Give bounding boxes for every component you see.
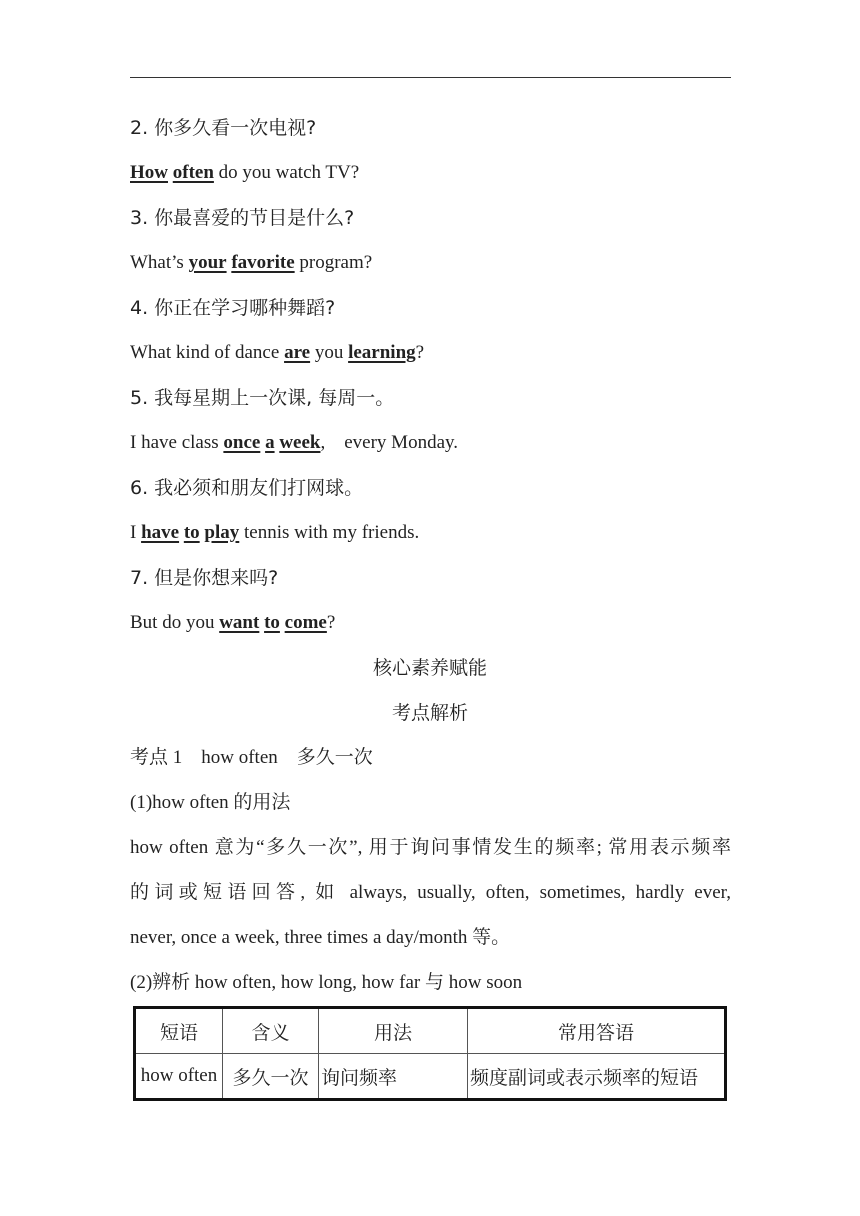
sentence-text: ? [326,612,336,633]
sentence-2-en [130,161,359,185]
answer-word: have [141,522,180,543]
table-header-row [135,1008,726,1054]
sentence-text: you [310,342,349,363]
usage-line-2: 的词或短语回答, 如 always, usually, often, sometimes, hardly ever, [130,882,731,903]
table-cell: how often [135,1054,223,1100]
answer-word: favorite [231,252,295,273]
answer-word: play [204,522,240,543]
table-header-cell: 短语 [135,1008,223,1054]
answer-word: once [223,432,261,453]
compare-heading: (2)辨析 how often, how long, how far 与 how soon [130,972,523,993]
answer-word: come [284,612,327,633]
sentence-7-en [130,611,335,635]
subsection-title: 考点解析 [391,702,468,724]
comparison-table [133,1006,727,1101]
answer-word: are [284,342,311,363]
header-rule [130,77,731,78]
answer-word: week [279,432,321,453]
answer-word: your [188,252,227,273]
usage-line-1: how often 意为“多久一次”, 用于询问事情发生的频率; 常用表示频率 [130,837,731,858]
sentence-text: do you watch TV? [213,162,360,183]
answer-word: learning [348,342,416,363]
table-cell: 多久一次 [223,1054,319,1100]
section-title: 核心素养赋能 [372,657,487,679]
sentence-3-zh: 3. 你最喜爱的节目是什么? [130,207,355,229]
sentence-6-zh: 6. 我必须和朋友们打网球。 [130,477,364,499]
sentence-6-en [130,521,419,545]
sentence-text: , every Monday. [320,432,459,453]
sentence-text: program? [294,252,373,273]
sentence-2-zh: 2. 你多久看一次电视? [130,117,317,139]
table-cell: 频度副词或表示频率的短语 [468,1054,726,1100]
sentence-4-zh: 4. 你正在学习哪种舞蹈? [130,297,336,319]
sentence-text: ? [415,342,425,363]
sentence-5-zh: 5. 我每星期上一次课, 每周一。 [130,387,395,409]
sentence-text: What kind of dance [130,342,285,363]
sentence-text: I [130,522,142,543]
sentence-text: What’s [130,252,189,273]
answer-word: How [130,162,168,183]
point-heading: 考点 1 how often 多久一次 [130,747,373,768]
table-header-cell: 含义 [223,1008,319,1054]
answer-word: often [172,162,214,183]
table-header-cell: 常用答语 [468,1008,726,1054]
answer-word: to [264,612,280,633]
table-row [135,1054,726,1100]
answer-word: a [265,432,275,453]
sentence-4-en [130,341,424,365]
sentence-3-en [130,251,372,275]
sentence-text: tennis with my friends. [239,522,420,543]
sentence-5-en [130,431,458,455]
sentence-text: But do you [130,612,220,633]
usage-heading: (1)how often 的用法 [130,792,291,813]
table-cell: 询问频率 [319,1054,468,1100]
table-header-cell: 用法 [319,1008,468,1054]
sentence-7-zh: 7. 但是你想来吗? [130,567,279,589]
answer-word: want [219,612,260,633]
answer-word: to [183,522,200,543]
usage-line-3: never, once a week, three times a day/month 等。 [130,927,511,948]
sentence-text: I have class [130,432,224,453]
